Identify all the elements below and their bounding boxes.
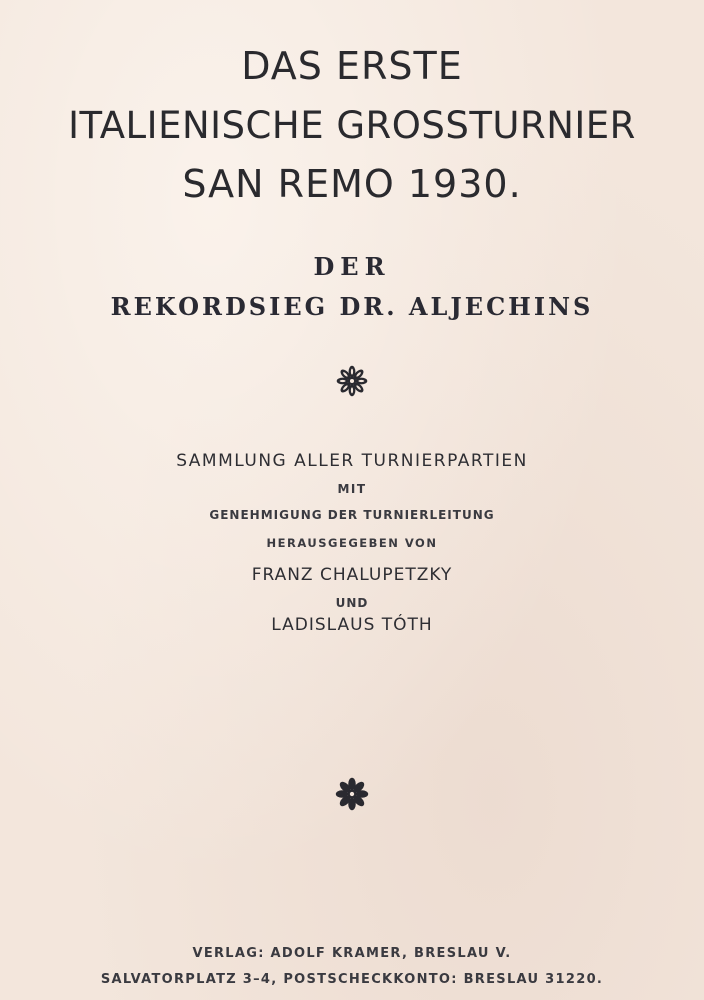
with-line: MIT: [337, 482, 367, 496]
subtitle-line-1: DER: [313, 252, 391, 281]
asterisk-flower-icon: [334, 776, 370, 812]
imprint-line-2: SALVATORPLATZ 3–4, POSTSCHECKKONTO: BRESLAU 31220.: [100, 972, 604, 987]
author-1: FRANZ CHALUPETZKY: [251, 565, 453, 585]
collection-line: SAMMLUNG ALLER TURNIERPARTIEN: [176, 451, 528, 471]
author-2: LADISLAUS TÓTH: [271, 615, 433, 635]
and-line: UND: [335, 596, 369, 610]
permission-line: GENEHMIGUNG DER TURNIERLEITUNG: [209, 508, 495, 522]
title-line-2: ITALIENISCHE GROSSTURNIER: [68, 104, 636, 147]
title-line-1: DAS ERSTE: [241, 44, 463, 88]
edited-by-line: HERAUSGEGEBEN VON: [266, 536, 438, 550]
subtitle-line-2: REKORDSIEG DR. ALJECHINS: [110, 292, 594, 321]
title-line-3: SAN REMO 1930.: [182, 162, 522, 206]
imprint-line-1: VERLAG: ADOLF KRAMER, BRESLAU V.: [192, 946, 512, 961]
asterisk-flower-icon: [335, 364, 369, 398]
